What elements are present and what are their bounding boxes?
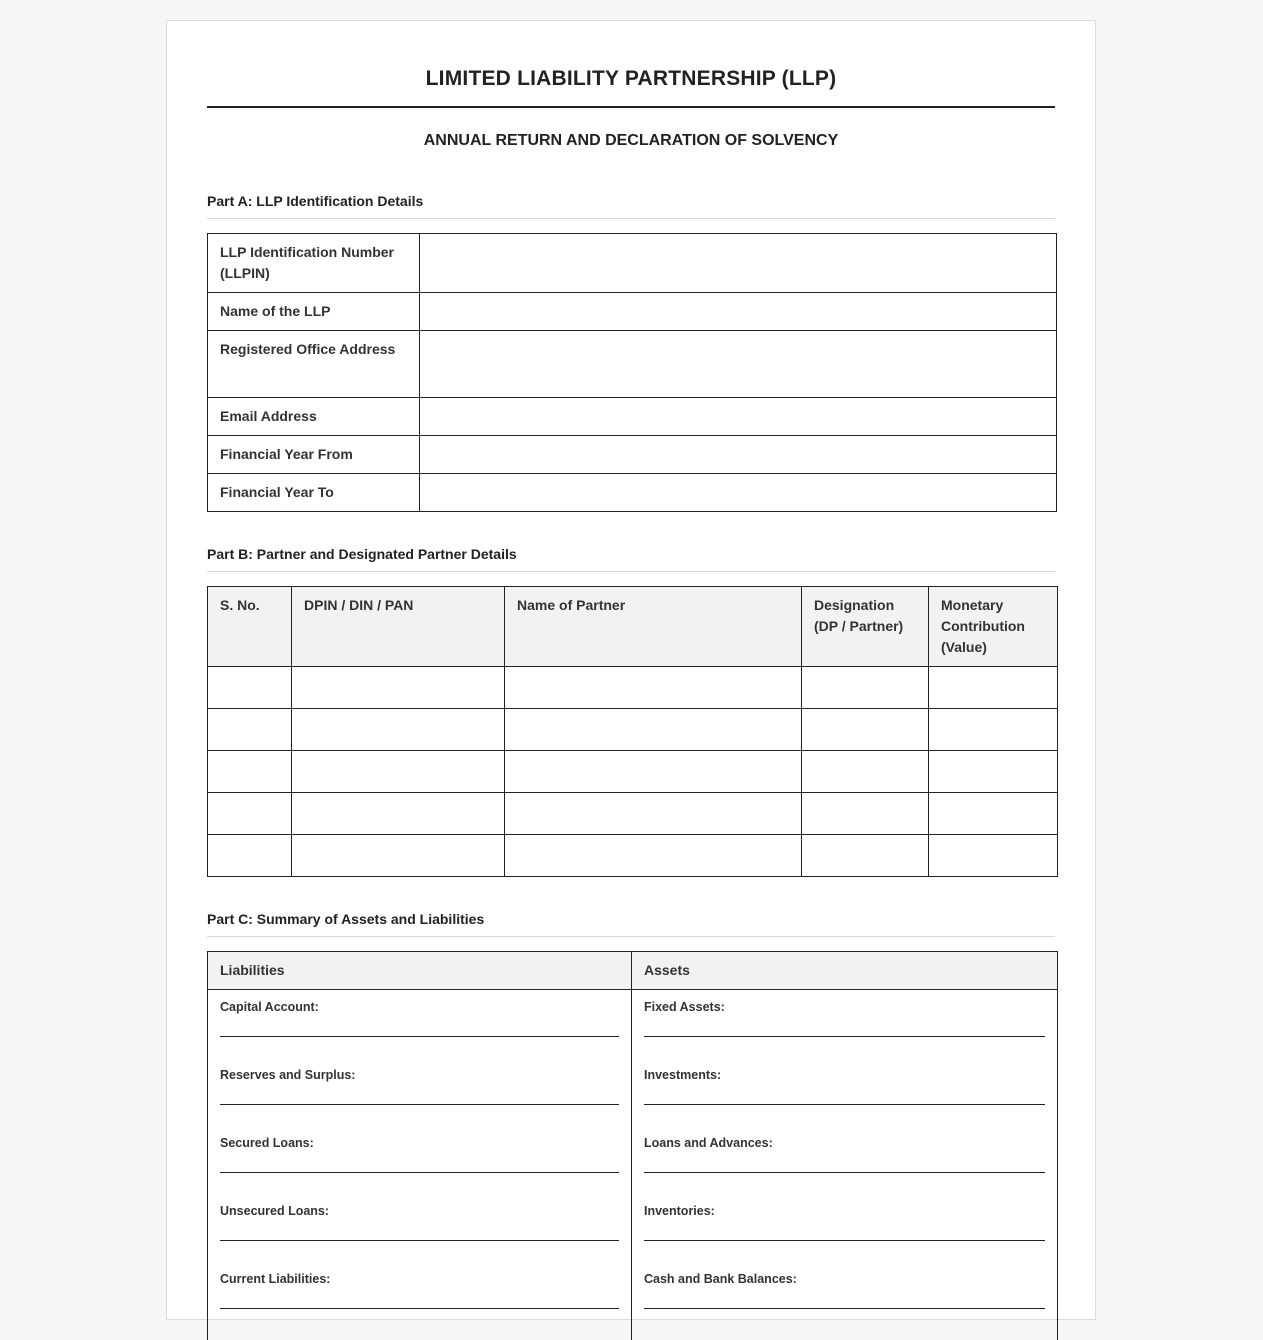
capital-account-label: Capital Account: <box>220 1000 619 1014</box>
cell-contribution[interactable] <box>929 667 1058 709</box>
table-row <box>208 293 1057 331</box>
table-row <box>208 667 1058 709</box>
cell-serial-no[interactable] <box>208 793 292 835</box>
assets-column <box>632 990 1058 1340</box>
llp-name-label: Name of the LLP <box>208 293 420 331</box>
cell-serial-no[interactable] <box>208 667 292 709</box>
cell-designation[interactable] <box>802 835 929 877</box>
part-b-heading: Part B: Partner and Designated Partner Details <box>207 545 1055 572</box>
cash-bank-field[interactable] <box>644 1286 1045 1309</box>
fixed-assets-field[interactable] <box>644 1014 1045 1037</box>
fy-from-label: Financial Year From <box>208 436 420 474</box>
part-b-section <box>207 545 1055 877</box>
liabilities-header: Liabilities <box>208 952 632 990</box>
identification-table <box>207 233 1057 512</box>
table-row <box>208 709 1058 751</box>
fixed-assets-label: Fixed Assets: <box>644 1000 1045 1014</box>
cell-contribution[interactable] <box>929 793 1058 835</box>
col-serial-no: S. No. <box>208 587 292 667</box>
table-row <box>208 835 1058 877</box>
part-c-heading: Part C: Summary of Assets and Liabilities <box>207 910 1055 937</box>
col-dpin: DPIN / DIN / PAN <box>292 587 505 667</box>
table-header-row <box>208 587 1058 667</box>
cell-contribution[interactable] <box>929 751 1058 793</box>
unsecured-loans-label: Unsecured Loans: <box>220 1204 619 1218</box>
email-label: Email Address <box>208 398 420 436</box>
fy-to-label: Financial Year To <box>208 474 420 512</box>
capital-account-field[interactable] <box>220 1014 619 1037</box>
table-row <box>208 751 1058 793</box>
table-row <box>208 990 1058 1340</box>
cell-designation[interactable] <box>802 793 929 835</box>
registered-office-field[interactable] <box>420 331 1057 398</box>
document-page <box>166 20 1096 1320</box>
cell-contribution[interactable] <box>929 835 1058 877</box>
loans-advances-field[interactable] <box>644 1150 1045 1173</box>
cell-serial-no[interactable] <box>208 751 292 793</box>
current-liabilities-field[interactable] <box>220 1286 619 1309</box>
inventories-label: Inventories: <box>644 1204 1045 1218</box>
registered-office-label: Registered Office Address <box>208 331 420 398</box>
document-subtitle: ANNUAL RETURN AND DECLARATION OF SOLVENCY <box>207 108 1055 171</box>
llp-name-field[interactable] <box>420 293 1057 331</box>
cell-dpin[interactable] <box>292 793 505 835</box>
cell-serial-no[interactable] <box>208 835 292 877</box>
table-row <box>208 436 1057 474</box>
llpin-field[interactable] <box>420 234 1057 293</box>
assets-header: Assets <box>632 952 1058 990</box>
cell-designation[interactable] <box>802 667 929 709</box>
table-row <box>208 331 1057 398</box>
col-contribution: Monetary Contribution (Value) <box>929 587 1058 667</box>
cell-partner-name[interactable] <box>505 667 802 709</box>
reserves-surplus-label: Reserves and Surplus: <box>220 1068 619 1082</box>
part-c-section <box>207 910 1055 1340</box>
table-row <box>208 474 1057 512</box>
cell-partner-name[interactable] <box>505 709 802 751</box>
fy-to-field[interactable] <box>420 474 1057 512</box>
cell-dpin[interactable] <box>292 835 505 877</box>
reserves-surplus-field[interactable] <box>220 1082 619 1105</box>
cell-dpin[interactable] <box>292 667 505 709</box>
secured-loans-field[interactable] <box>220 1150 619 1173</box>
document-title: LIMITED LIABILITY PARTNERSHIP (LLP) <box>207 21 1055 106</box>
partner-table <box>207 586 1058 877</box>
unsecured-loans-field[interactable] <box>220 1218 619 1241</box>
fy-from-field[interactable] <box>420 436 1057 474</box>
table-row <box>208 398 1057 436</box>
cell-contribution[interactable] <box>929 709 1058 751</box>
cell-partner-name[interactable] <box>505 751 802 793</box>
llpin-label: LLP Identification Number (LLPIN) <box>208 234 420 293</box>
investments-label: Investments: <box>644 1068 1045 1082</box>
part-a-section <box>207 192 1055 512</box>
email-field[interactable] <box>420 398 1057 436</box>
liabilities-column <box>208 990 632 1340</box>
table-row <box>208 234 1057 293</box>
col-partner-name: Name of Partner <box>505 587 802 667</box>
part-a-heading: Part A: LLP Identification Details <box>207 192 1055 219</box>
table-row <box>208 793 1058 835</box>
loans-advances-label: Loans and Advances: <box>644 1136 1045 1150</box>
cell-designation[interactable] <box>802 709 929 751</box>
inventories-field[interactable] <box>644 1218 1045 1241</box>
current-liabilities-label: Current Liabilities: <box>220 1272 619 1286</box>
cell-designation[interactable] <box>802 751 929 793</box>
cell-dpin[interactable] <box>292 751 505 793</box>
secured-loans-label: Secured Loans: <box>220 1136 619 1150</box>
investments-field[interactable] <box>644 1082 1045 1105</box>
cell-dpin[interactable] <box>292 709 505 751</box>
cell-partner-name[interactable] <box>505 793 802 835</box>
table-header-row <box>208 952 1058 990</box>
assets-liabilities-table <box>207 951 1058 1340</box>
cash-bank-label: Cash and Bank Balances: <box>644 1272 1045 1286</box>
cell-partner-name[interactable] <box>505 835 802 877</box>
cell-serial-no[interactable] <box>208 709 292 751</box>
col-designation: Designation (DP / Partner) <box>802 587 929 667</box>
